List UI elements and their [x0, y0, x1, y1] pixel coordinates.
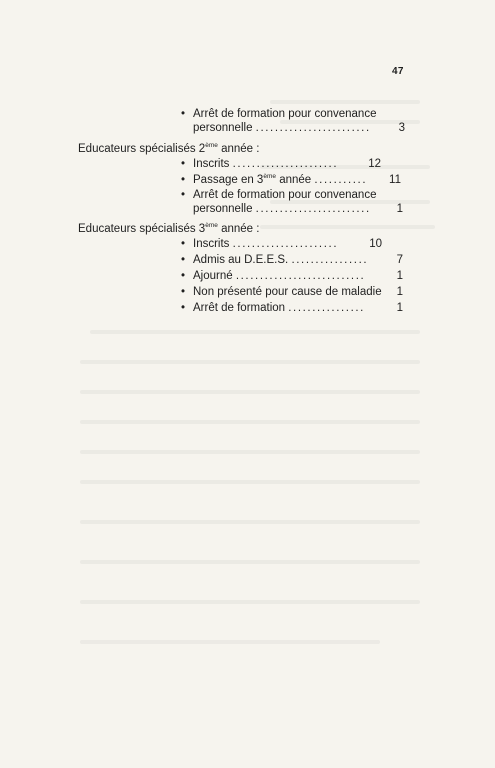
item-value: 1 [396, 286, 403, 298]
dot-leader: ........................... [235, 270, 366, 282]
list-item [181, 301, 365, 315]
item-label: Inscrits [193, 158, 230, 170]
item-label: Inscrits [193, 238, 230, 250]
bullet-icon: • [181, 158, 186, 170]
heading-superscript: ème [205, 142, 218, 149]
list-item [181, 237, 338, 251]
item-value: 12 [368, 158, 381, 170]
item-value: 10 [369, 238, 382, 250]
dot-leader: ................ [288, 302, 365, 314]
heading-suffix: année : [217, 223, 260, 235]
bullet-icon: • [181, 286, 186, 298]
dot-leader: ...................... [232, 158, 339, 170]
item-label: Admis au D.E.E.S. [193, 254, 289, 266]
item-value: 3 [398, 122, 405, 134]
dot-leader: ...................... [232, 238, 339, 250]
item-label-continued: personnelle [193, 203, 253, 215]
list-item [181, 157, 338, 171]
item-label: Arrêt de formation pour convenance [193, 108, 377, 120]
item-value: 11 [389, 174, 401, 186]
section-heading [78, 222, 259, 236]
item-value: 7 [396, 254, 403, 266]
item-value: 1 [396, 203, 403, 215]
bullet-icon: • [181, 270, 186, 282]
item-label: Ajourné [193, 270, 233, 282]
list-item [181, 253, 368, 267]
dot-leader: ........................ [255, 203, 371, 215]
heading-text: Educateurs spécialisés 2 [78, 143, 206, 155]
item-label: Passage en 3 [193, 174, 264, 186]
dot-leader: ........... [314, 174, 368, 186]
item-label: Non présenté pour cause de maladie [193, 286, 382, 298]
heading-suffix: année : [217, 143, 260, 155]
item-value: 1 [396, 270, 403, 282]
page-number: 47 [392, 66, 404, 77]
list-item [181, 285, 382, 299]
bullet-icon: • [181, 238, 186, 250]
item-label-suffix: année [276, 174, 312, 186]
item-label: Arrêt de formation pour convenance [193, 189, 377, 201]
heading-text: Educateurs spécialisés 3 [78, 223, 206, 235]
dot-leader: ................ [291, 254, 369, 266]
item-label-continued: personnelle [193, 122, 253, 134]
heading-superscript: ème [205, 222, 218, 229]
list-item-continuation [193, 202, 371, 216]
bullet-icon: • [181, 108, 186, 120]
item-label-superscript: ème [263, 173, 276, 180]
list-item [181, 107, 376, 121]
list-item [181, 188, 376, 202]
list-item [181, 269, 365, 283]
bullet-icon: • [181, 189, 186, 201]
bullet-icon: • [181, 302, 186, 314]
item-value: 1 [396, 302, 403, 314]
section-heading [78, 142, 259, 156]
dot-leader: ........................ [255, 122, 371, 134]
item-label: Arrêt de formation [193, 302, 286, 314]
list-item [181, 173, 367, 187]
bullet-icon: • [181, 174, 186, 186]
bullet-icon: • [181, 254, 186, 266]
list-item-continuation [193, 121, 371, 135]
